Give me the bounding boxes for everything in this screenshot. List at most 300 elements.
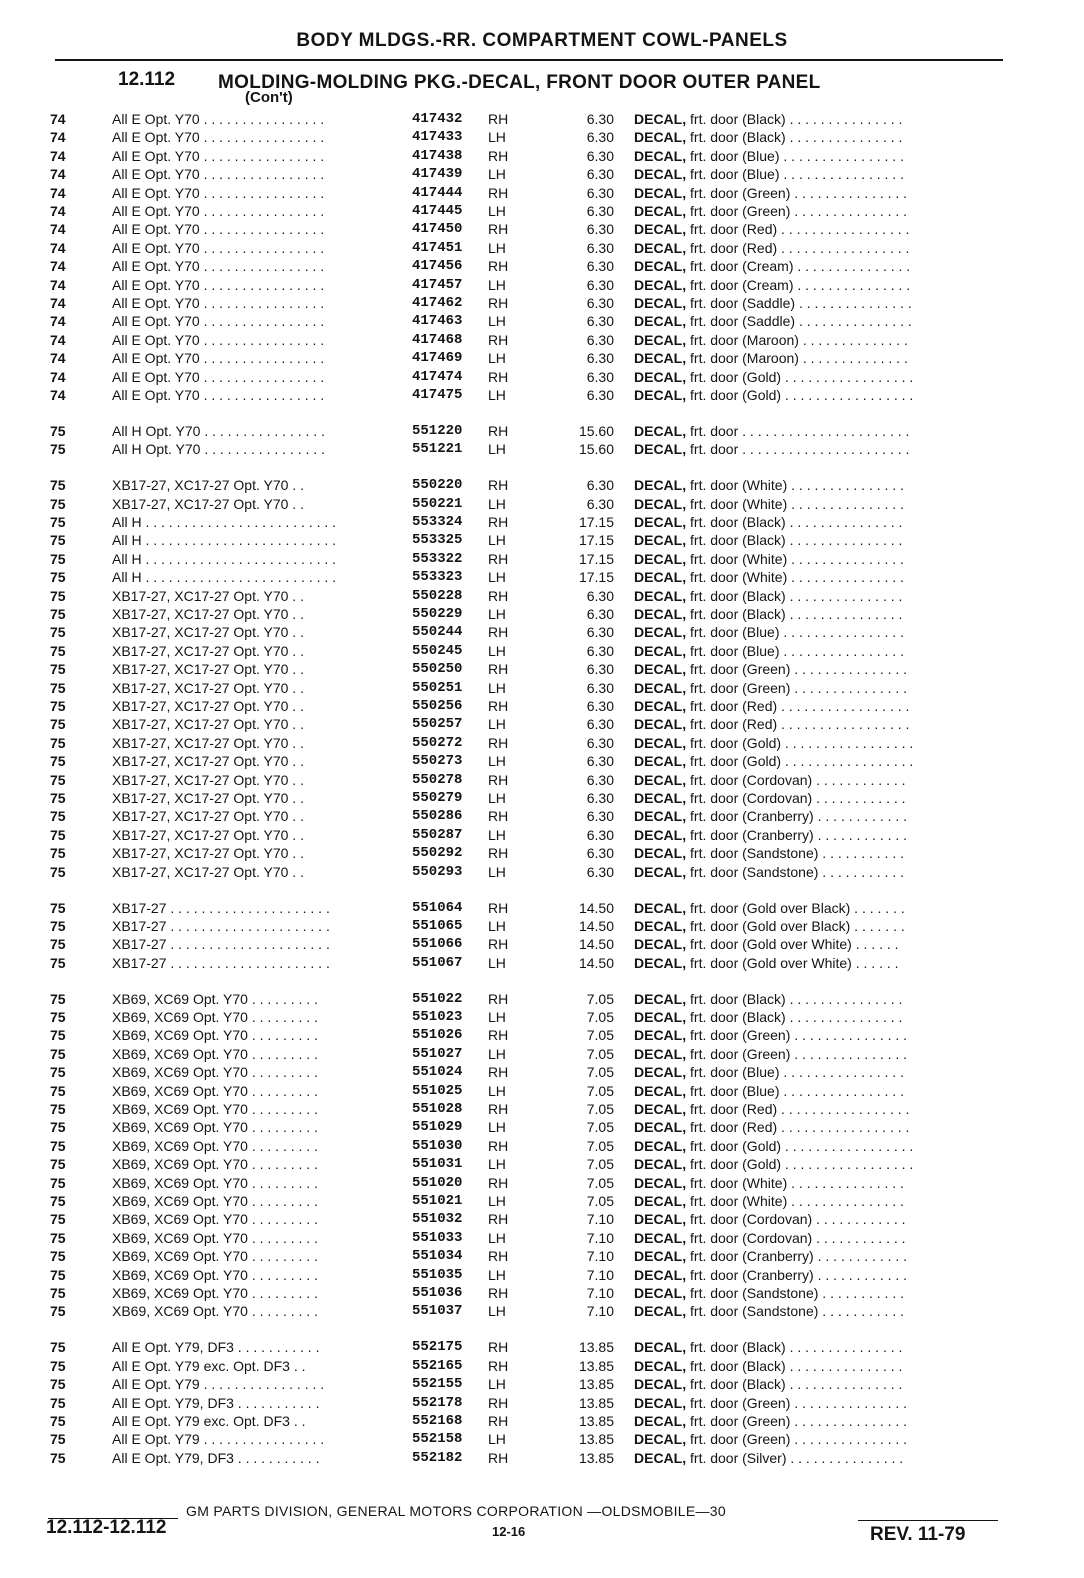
part-number: 550287 — [412, 826, 463, 843]
price: 14.50 — [578, 954, 614, 971]
parts-row — [0, 147, 1084, 165]
illustration-key: 74 — [50, 387, 66, 403]
part-number: 551067 — [412, 954, 463, 971]
price: 6.30 — [586, 845, 614, 862]
description-text: frt. door (Red) . . . . . . . . . . . . . . . . . — [686, 239, 910, 256]
parts-row — [0, 531, 1084, 549]
parts-row — [0, 110, 1084, 128]
description — [634, 386, 1000, 404]
price: 7.10 — [586, 1229, 614, 1246]
description — [634, 935, 1000, 953]
description-keyword: DECAL, — [634, 532, 687, 549]
description-keyword: DECAL, — [634, 258, 687, 275]
price: 7.05 — [586, 1156, 614, 1173]
price: 6.30 — [586, 221, 614, 238]
part-number: 550245 — [412, 642, 463, 659]
description-text: frt. door (White) . . . . . . . . . . . . . . . — [686, 550, 904, 567]
part-number: 552155 — [412, 1376, 463, 1393]
part-number: 551221 — [412, 441, 463, 458]
price: 7.10 — [586, 1266, 614, 1283]
price: 17.15 — [578, 532, 614, 549]
illustration-key: 74 — [50, 350, 66, 367]
description-text: frt. door (Sandstone) . . . . . . . . . . . — [686, 1285, 904, 1301]
parts-row — [0, 623, 1084, 641]
price: 6.30 — [586, 129, 614, 146]
part-number: 417462 — [412, 295, 463, 311]
part-number: 417474 — [412, 368, 463, 385]
side-code: RH — [488, 1339, 509, 1356]
parts-row — [0, 844, 1084, 862]
price: 6.30 — [586, 771, 614, 788]
price: 7.10 — [586, 1303, 614, 1320]
part-number: 417432 — [412, 111, 463, 127]
description-text: frt. door (Black) . . . . . . . . . . . . . . . — [686, 587, 903, 604]
application-text: All E Opt. Y70 . . . . . . . . . . . . . . . . — [112, 387, 325, 403]
part-number: 550273 — [412, 753, 463, 770]
illustration-key: 75 — [50, 1339, 66, 1356]
side-code: LH — [488, 276, 506, 293]
price: 13.85 — [578, 1394, 614, 1411]
part-number: 417457 — [412, 276, 463, 293]
parts-row — [0, 128, 1084, 146]
side-code: LH — [488, 203, 506, 219]
description-text: frt. door (Cordovan) . . . . . . . . . . . . — [686, 790, 906, 806]
footer-revision: REV. 11-79 — [870, 1524, 966, 1545]
application-text: XB69, XC69 Opt. Y70 . . . . . . . . . — [112, 1009, 318, 1025]
application-text: XB17-27, XC17-27 Opt. Y70 . . — [112, 716, 304, 733]
price: 13.85 — [578, 1431, 614, 1448]
side-code: RH — [488, 184, 509, 201]
description-keyword: DECAL, — [634, 295, 687, 311]
application-text: XB69, XC69 Opt. Y70 . . . . . . . . . — [112, 1119, 318, 1136]
description-keyword: DECAL, — [634, 1357, 687, 1374]
side-code: LH — [488, 1119, 506, 1136]
price: 7.05 — [586, 1119, 614, 1136]
description — [634, 1082, 1000, 1100]
description — [634, 807, 1000, 825]
description — [634, 294, 1000, 312]
footer-page-number: 12-16 — [492, 1524, 526, 1539]
price: 6.30 — [586, 624, 614, 641]
price: 7.10 — [586, 1211, 614, 1228]
description — [634, 147, 1000, 165]
illustration-key: 75 — [50, 679, 66, 696]
side-code: RH — [488, 295, 509, 311]
side-code: RH — [488, 1449, 509, 1466]
application-text: XB17-27, XC17-27 Opt. Y70 . . — [112, 698, 304, 714]
description-text: frt. door (Black) . . . . . . . . . . . . . . . — [686, 514, 903, 530]
illustration-key: 75 — [50, 422, 66, 439]
side-code: RH — [488, 771, 509, 788]
parts-row — [0, 1266, 1084, 1284]
application-text: All E Opt. Y79 exc. Opt. DF3 . . — [112, 1412, 306, 1429]
description — [634, 550, 1000, 568]
description-keyword: DECAL, — [634, 239, 687, 256]
description-text: frt. door (Red) . . . . . . . . . . . . . . . . . — [686, 716, 910, 733]
description — [634, 826, 1000, 844]
description-text: frt. door (Silver) . . . . . . . . . . . . . . . — [686, 1449, 904, 1466]
description — [634, 863, 1000, 881]
price: 6.30 — [586, 753, 614, 770]
parts-row — [0, 276, 1084, 294]
price: 7.05 — [586, 1064, 614, 1081]
application-text: XB69, XC69 Opt. Y70 . . . . . . . . . — [112, 1229, 318, 1246]
side-code: LH — [488, 532, 506, 549]
parts-row — [0, 368, 1084, 386]
side-code: LH — [488, 129, 506, 146]
description-text: frt. door (Green) . . . . . . . . . . . . . . . — [686, 1027, 908, 1044]
price: 6.30 — [586, 147, 614, 164]
description-text: frt. door (Black) . . . . . . . . . . . . . . . — [686, 1357, 903, 1374]
description-keyword: DECAL, — [634, 441, 687, 458]
part-number: 552165 — [412, 1357, 463, 1374]
application-text: XB17-27, XC17-27 Opt. Y70 . . — [112, 587, 304, 604]
side-code: LH — [488, 642, 506, 659]
illustration-key: 75 — [50, 1045, 66, 1062]
illustration-key: 74 — [50, 184, 66, 201]
price: 7.05 — [586, 1174, 614, 1191]
description — [634, 1357, 1000, 1375]
description-text: frt. door (Cordovan) . . . . . . . . . . . . — [686, 1211, 906, 1228]
price: 13.85 — [578, 1376, 614, 1393]
description-text: frt. door (Black) . . . . . . . . . . . . . . . — [686, 990, 903, 1007]
side-code: RH — [488, 587, 509, 604]
illustration-key: 75 — [50, 1248, 66, 1265]
price: 6.30 — [586, 661, 614, 678]
side-code: LH — [488, 1156, 506, 1173]
illustration-key: 75 — [50, 790, 66, 806]
parts-row — [0, 715, 1084, 733]
parts-row — [0, 605, 1084, 623]
description-text: frt. door (Cordovan) . . . . . . . . . . . . — [686, 771, 906, 788]
part-number: 417469 — [412, 350, 463, 367]
description — [634, 1100, 1000, 1118]
description-keyword: DECAL, — [634, 954, 687, 971]
illustration-key: 75 — [50, 514, 66, 530]
side-code: RH — [488, 147, 509, 164]
part-number: 550286 — [412, 808, 463, 825]
price: 17.15 — [578, 569, 614, 586]
application-text: XB69, XC69 Opt. Y70 . . . . . . . . . — [112, 1064, 318, 1081]
description — [634, 239, 1000, 257]
description-text: frt. door (Blue) . . . . . . . . . . . . . . . . — [686, 642, 904, 659]
part-number: 550221 — [412, 495, 463, 512]
illustration-key: 74 — [50, 368, 66, 385]
description — [634, 202, 1000, 220]
description-text: frt. door . . . . . . . . . . . . . . . . . . . . . . — [686, 422, 910, 439]
part-number: 417456 — [412, 258, 463, 275]
part-number: 550257 — [412, 716, 463, 733]
price: 6.30 — [586, 313, 614, 330]
part-number: 551036 — [412, 1285, 463, 1301]
application-text: XB69, XC69 Opt. Y70 . . . . . . . . . — [112, 1137, 318, 1154]
description-keyword: DECAL, — [634, 514, 687, 530]
application-text: All E Opt. Y70 . . . . . . . . . . . . . . . . — [112, 111, 325, 127]
description-text: frt. door (Green) . . . . . . . . . . . . . . . — [686, 1412, 908, 1429]
side-code: RH — [488, 808, 509, 825]
illustration-key: 74 — [50, 203, 66, 219]
description-keyword: DECAL, — [634, 1285, 687, 1301]
price: 6.30 — [586, 387, 614, 403]
description-text: frt. door (Cranberry) . . . . . . . . . . . . — [686, 1248, 908, 1265]
price: 6.30 — [586, 790, 614, 806]
description-text: frt. door (Green) . . . . . . . . . . . . . . . — [686, 679, 908, 696]
illustration-key: 75 — [50, 771, 66, 788]
illustration-key: 75 — [50, 1137, 66, 1154]
side-code: RH — [488, 221, 509, 238]
parts-row — [0, 202, 1084, 220]
description — [634, 697, 1000, 715]
parts-row — [0, 1155, 1084, 1173]
side-code: LH — [488, 166, 506, 183]
part-number: 551025 — [412, 1082, 463, 1099]
side-code: LH — [488, 1431, 506, 1448]
application-text: XB17-27, XC17-27 Opt. Y70 . . — [112, 826, 304, 843]
description — [634, 257, 1000, 275]
description-text: frt. door (Gold over Black) . . . . . . . — [686, 917, 905, 934]
illustration-key: 74 — [50, 129, 66, 146]
illustration-key: 75 — [50, 936, 66, 953]
parts-row — [0, 220, 1084, 238]
parts-row — [0, 550, 1084, 568]
illustration-key: 75 — [50, 550, 66, 567]
illustration-key: 75 — [50, 1064, 66, 1081]
side-code: RH — [488, 258, 509, 275]
section-number: 12.112 — [118, 69, 176, 90]
side-code: RH — [488, 1211, 509, 1228]
part-number: 417468 — [412, 331, 463, 348]
parts-row — [0, 587, 1084, 605]
part-number: 553322 — [412, 550, 463, 567]
illustration-key: 74 — [50, 221, 66, 238]
parts-row — [0, 513, 1084, 531]
price: 17.15 — [578, 550, 614, 567]
parts-row — [0, 917, 1084, 935]
description — [634, 184, 1000, 202]
parts-row — [0, 440, 1084, 458]
description-text: frt. door (Gold) . . . . . . . . . . . . . . . . . — [686, 387, 914, 403]
price: 6.30 — [586, 734, 614, 751]
application-text: All H . . . . . . . . . . . . . . . . . . . . . . . . . — [112, 569, 337, 586]
illustration-key: 75 — [50, 1101, 66, 1117]
description — [634, 513, 1000, 531]
part-number: 550272 — [412, 734, 463, 751]
description-keyword: DECAL, — [634, 1045, 687, 1062]
application-text: XB17-27 . . . . . . . . . . . . . . . . . . . . . — [112, 899, 330, 916]
side-code: RH — [488, 1285, 509, 1301]
price: 6.30 — [586, 606, 614, 622]
description — [634, 1063, 1000, 1081]
side-code: LH — [488, 1193, 506, 1209]
side-code: LH — [488, 1045, 506, 1062]
description-keyword: DECAL, — [634, 368, 687, 385]
description-keyword: DECAL, — [634, 936, 687, 953]
parts-row — [0, 1449, 1084, 1467]
parts-row — [0, 1100, 1084, 1118]
description-text: frt. door (Black) . . . . . . . . . . . . . . . — [686, 1376, 903, 1393]
application-text: All E Opt. Y70 . . . . . . . . . . . . . . . . — [112, 166, 325, 183]
illustration-key: 74 — [50, 239, 66, 256]
illustration-key: 75 — [50, 954, 66, 971]
description-keyword: DECAL, — [634, 1376, 687, 1393]
application-text: XB17-27, XC17-27 Opt. Y70 . . — [112, 661, 304, 678]
description-keyword: DECAL, — [634, 698, 687, 714]
side-code: LH — [488, 954, 506, 971]
description-text: frt. door (Cream) . . . . . . . . . . . . . . . — [686, 276, 911, 293]
illustration-key: 74 — [50, 276, 66, 293]
illustration-key: 75 — [50, 1376, 66, 1393]
description-text: frt. door (Gold over Black) . . . . . . . — [686, 899, 905, 916]
part-number: 553323 — [412, 569, 463, 586]
description — [634, 587, 1000, 605]
side-code: RH — [488, 624, 509, 641]
parts-row — [0, 294, 1084, 312]
side-code: LH — [488, 606, 506, 622]
description-text: frt. door (Cranberry) . . . . . . . . . . . . — [686, 808, 908, 825]
part-number: 417463 — [412, 313, 463, 330]
illustration-key: 75 — [50, 477, 66, 494]
description — [634, 110, 1000, 128]
description-keyword: DECAL, — [634, 550, 687, 567]
application-text: XB17-27, XC17-27 Opt. Y70 . . — [112, 790, 304, 806]
parts-row — [0, 184, 1084, 202]
side-code: RH — [488, 514, 509, 530]
price: 13.85 — [578, 1412, 614, 1429]
part-number: 417451 — [412, 239, 463, 256]
part-number: 417433 — [412, 129, 463, 146]
description-keyword: DECAL, — [634, 422, 687, 439]
illustration-key: 74 — [50, 166, 66, 183]
side-code: RH — [488, 1137, 509, 1154]
parts-row — [0, 1008, 1084, 1026]
illustration-key: 75 — [50, 1211, 66, 1228]
price: 7.05 — [586, 990, 614, 1007]
price: 6.30 — [586, 808, 614, 825]
description-keyword: DECAL, — [634, 147, 687, 164]
application-text: XB17-27, XC17-27 Opt. Y70 . . — [112, 863, 304, 880]
parts-row — [0, 1118, 1084, 1136]
description-text: frt. door (Blue) . . . . . . . . . . . . . . . . — [686, 1064, 904, 1081]
application-text: XB17-27, XC17-27 Opt. Y70 . . — [112, 477, 304, 494]
description — [634, 605, 1000, 623]
side-code: LH — [488, 753, 506, 770]
application-text: XB17-27 . . . . . . . . . . . . . . . . . . . . . — [112, 954, 330, 971]
side-code: LH — [488, 1009, 506, 1025]
description — [634, 1008, 1000, 1026]
parts-row — [0, 1357, 1084, 1375]
description-keyword: DECAL, — [634, 350, 687, 367]
application-text: All E Opt. Y70 . . . . . . . . . . . . . . . . — [112, 350, 325, 367]
description-keyword: DECAL, — [634, 477, 687, 494]
side-code: RH — [488, 1064, 509, 1081]
side-code: RH — [488, 698, 509, 714]
application-text: All H . . . . . . . . . . . . . . . . . . . . . . . . . — [112, 550, 337, 567]
application-text: All E Opt. Y70 . . . . . . . . . . . . . . . . — [112, 239, 325, 256]
description-keyword: DECAL, — [634, 387, 687, 403]
application-text: XB17-27, XC17-27 Opt. Y70 . . — [112, 642, 304, 659]
description-text: frt. door (Saddle) . . . . . . . . . . . . . . . — [686, 295, 912, 311]
side-code: RH — [488, 990, 509, 1007]
side-code: RH — [488, 1027, 509, 1044]
side-code: LH — [488, 1082, 506, 1099]
illustration-key: 75 — [50, 990, 66, 1007]
part-number: 551028 — [412, 1101, 463, 1117]
description — [634, 1045, 1000, 1063]
application-text: All E Opt. Y70 . . . . . . . . . . . . . . . . — [112, 276, 325, 293]
description-keyword: DECAL, — [634, 606, 687, 622]
part-number: 550220 — [412, 477, 463, 494]
illustration-key: 75 — [50, 1082, 66, 1099]
application-text: XB17-27, XC17-27 Opt. Y70 . . — [112, 606, 304, 622]
application-text: All H . . . . . . . . . . . . . . . . . . . . . . . . . — [112, 532, 337, 549]
description — [634, 1137, 1000, 1155]
side-code: RH — [488, 1412, 509, 1429]
part-number: 550278 — [412, 771, 463, 788]
description-keyword: DECAL, — [634, 808, 687, 825]
description — [634, 1430, 1000, 1448]
description-text: frt. door (White) . . . . . . . . . . . . . . . — [686, 1193, 904, 1209]
description-text: frt. door (Red) . . . . . . . . . . . . . . . . . — [686, 698, 910, 714]
part-number: 417450 — [412, 221, 463, 238]
illustration-key: 74 — [50, 258, 66, 275]
description-text: frt. door (Blue) . . . . . . . . . . . . . . . . — [686, 1082, 904, 1099]
description-text: frt. door (Cranberry) . . . . . . . . . . . . — [686, 1266, 908, 1283]
description-keyword: DECAL, — [634, 184, 687, 201]
side-code: RH — [488, 1357, 509, 1374]
application-text: XB17-27, XC17-27 Opt. Y70 . . — [112, 624, 304, 641]
description-text: frt. door (Sandstone) . . . . . . . . . . . — [686, 845, 904, 862]
description — [634, 1155, 1000, 1173]
description-text: frt. door (Saddle) . . . . . . . . . . . . . . . — [686, 313, 912, 330]
description-keyword: DECAL, — [634, 1174, 687, 1191]
price: 6.30 — [586, 495, 614, 512]
description — [634, 752, 1000, 770]
part-number: 551220 — [412, 422, 463, 439]
illustration-key: 75 — [50, 661, 66, 678]
part-number: 551023 — [412, 1009, 463, 1025]
application-text: XB69, XC69 Opt. Y70 . . . . . . . . . — [112, 1211, 318, 1228]
side-code: RH — [488, 1394, 509, 1411]
price: 7.05 — [586, 1027, 614, 1044]
part-number: 552182 — [412, 1449, 463, 1466]
illustration-key: 75 — [50, 863, 66, 880]
description-text: frt. door (Green) . . . . . . . . . . . . . . . — [686, 1431, 908, 1448]
description-keyword: DECAL, — [634, 1101, 687, 1117]
description-keyword: DECAL, — [634, 331, 687, 348]
side-code: LH — [488, 441, 506, 458]
description — [634, 734, 1000, 752]
price: 6.30 — [586, 111, 614, 127]
description-keyword: DECAL, — [634, 1009, 687, 1025]
description-keyword: DECAL, — [634, 790, 687, 806]
side-code: LH — [488, 1376, 506, 1393]
part-number: 552178 — [412, 1394, 463, 1411]
description-keyword: DECAL, — [634, 845, 687, 862]
parts-row — [0, 679, 1084, 697]
side-code: LH — [488, 495, 506, 512]
description — [634, 899, 1000, 917]
price: 6.30 — [586, 826, 614, 843]
application-text: XB17-27, XC17-27 Opt. Y70 . . — [112, 495, 304, 512]
application-text: XB69, XC69 Opt. Y70 . . . . . . . . . — [112, 1156, 318, 1173]
description-text: frt. door (Blue) . . . . . . . . . . . . . . . . — [686, 624, 904, 641]
description-keyword: DECAL, — [634, 734, 687, 751]
parts-row — [0, 1394, 1084, 1412]
part-number: 553325 — [412, 532, 463, 549]
price: 6.30 — [586, 587, 614, 604]
description — [634, 1210, 1000, 1228]
description-keyword: DECAL, — [634, 1119, 687, 1136]
